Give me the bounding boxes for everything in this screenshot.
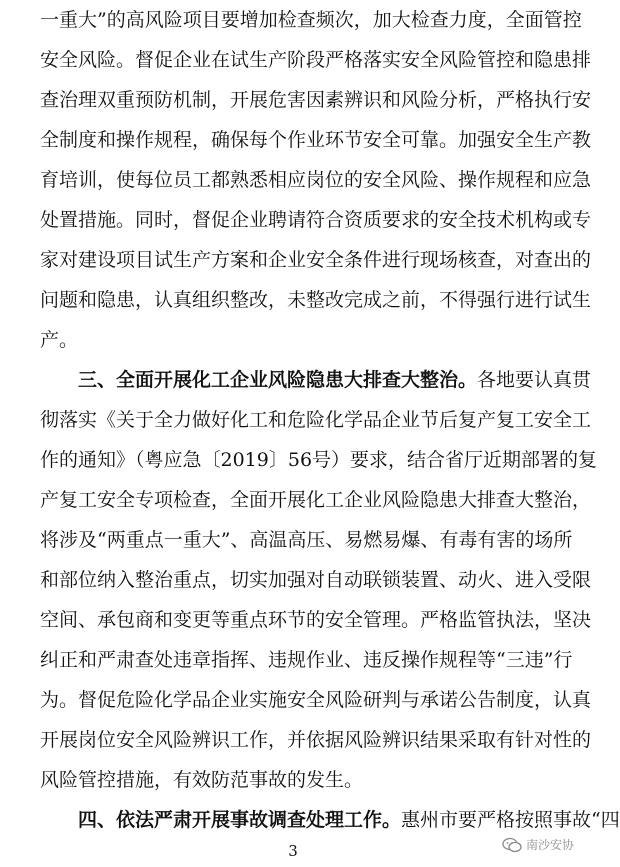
section-4-first-text: 惠州市要严格按照事故“四 — [401, 809, 620, 831]
body-text-line: 彻落实《关于全力做好化工和危险化学品企业节后复产复工安全工 — [40, 409, 592, 431]
section-3-first-line — [78, 368, 592, 392]
body-text-line: 开展岗位安全风险辨识工作，并依据风险辨识结果采取有针对性的 — [40, 729, 592, 751]
wechat-watermark — [502, 836, 574, 853]
body-text-line: 一重大”的高风险项目要增加检查频次，加大检查力度，全面管控 — [40, 9, 582, 31]
body-text-line: 育培训，使每位员工都熟悉相应岗位的安全风险、操作规程和应急 — [40, 169, 592, 191]
body-text-line: 产。 — [40, 329, 79, 351]
body-text-line: 和部位纳入整治重点，切实加强对自动联锁装置、动火、进入受限 — [40, 569, 592, 591]
body-text-line: 家对建设项目试生产方案和企业安全条件进行现场核查，对查出的 — [40, 249, 592, 271]
body-text-line: 空间、承包商和变更等重点环节的安全管理。严格监管执法，坚决 — [40, 609, 592, 631]
section-4-heading: 四、依法严肃开展事故调查处理工作。 — [78, 809, 402, 831]
body-text-line: 风险管控措施，有效防范事故的发生。 — [40, 769, 364, 791]
watermark-label: 南沙安协 — [525, 838, 574, 852]
body-text-line: 产复工安全专项检查，全面开展化工企业风险隐患大排查大整治， — [40, 489, 592, 511]
section-3-first-text: 各地要认真贯 — [477, 369, 592, 391]
body-text-line: 将涉及“两重点一重大”、高温高压、易燃易爆、有毒有害的场所 — [40, 529, 573, 551]
body-text-line: 全制度和操作规程，确保每个作业环节安全可靠。加强安全生产教 — [40, 129, 592, 151]
page-number: 3 — [288, 842, 298, 860]
body-text-line: 处置措施。同时，督促企业聘请符合资质要求的安全技术机构或专 — [40, 209, 592, 231]
body-text-line: 问题和隐患，认真组织整改，未整改完成之前，不得强行进行试生 — [40, 289, 592, 311]
wechat-icon — [502, 837, 522, 853]
body-text-line: 纠正和严肃查处违章指挥、违规作业、违反操作规程等“三违”行 — [40, 649, 573, 671]
body-text-line: 为。督促危险化学品企业实施安全风险研判与承诺公告制度，认真 — [40, 689, 592, 711]
body-text-line: 查治理双重预防机制，开展危害因素辨识和风险分析，严格执行安 — [40, 89, 592, 111]
section-4-first-line — [78, 808, 620, 832]
body-text-line: 作的通知》（粤应急〔2019〕56号）要求，结合省厅近期部署的复 — [40, 449, 598, 471]
body-text-line: 安全风险。督促企业在试生产阶段严格落实安全风险管控和隐患排 — [40, 49, 592, 71]
section-3-heading: 三、全面开展化工企业风险隐患大排查大整治。 — [78, 369, 478, 391]
